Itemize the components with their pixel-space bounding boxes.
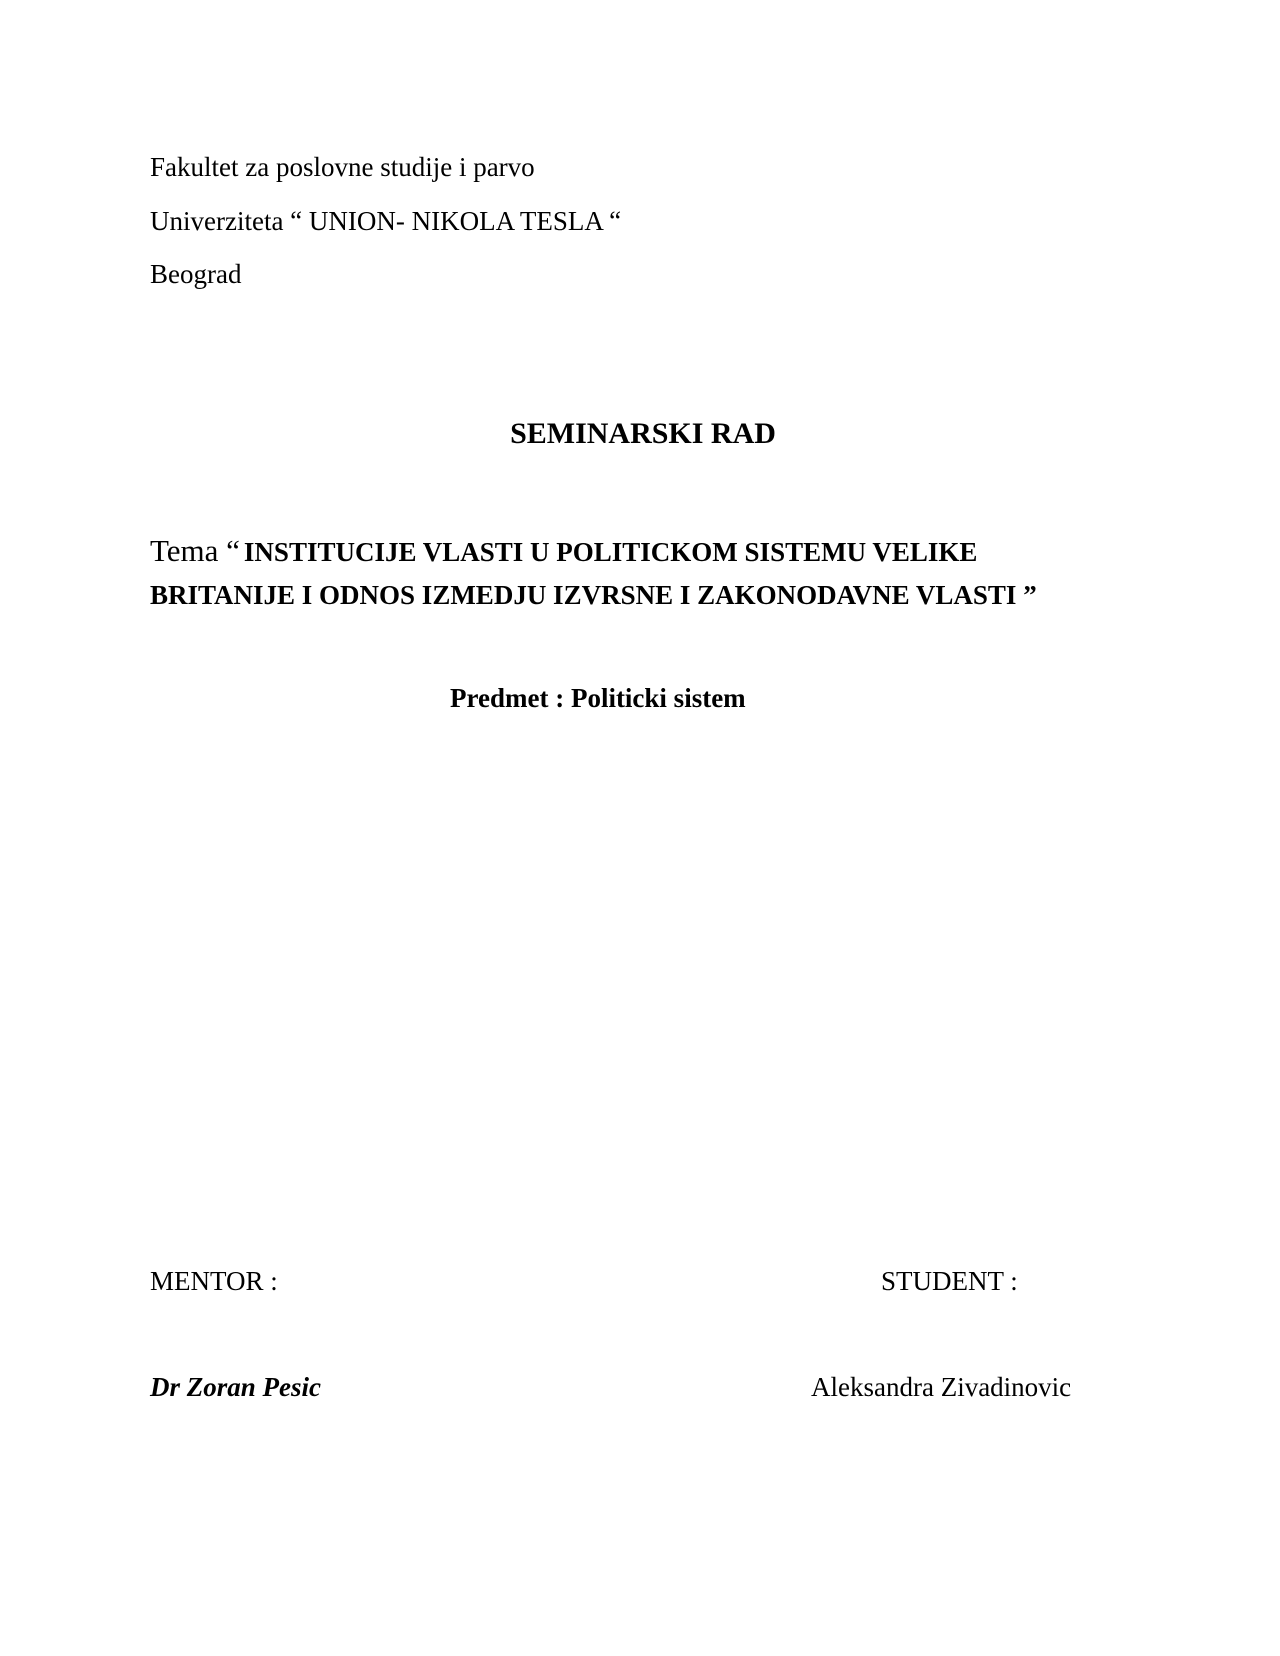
topic-line-2 (150, 576, 1150, 619)
faculty-name: Fakultet za poslovne studije i parvo (150, 152, 535, 182)
topic-block (150, 532, 1150, 619)
mentor-name: Dr Zoran Pesic (150, 1372, 321, 1402)
city-name: Beograd (150, 259, 242, 289)
topic-prefix: Tema “ (150, 533, 240, 568)
mentor-label: MENTOR : (150, 1266, 278, 1296)
topic-line-1 (150, 532, 1150, 576)
document-title (0, 416, 1280, 452)
subject-line: Predmet : Politicki sistem (450, 683, 746, 713)
student-name: Aleksandra Zivadinovic (811, 1372, 1072, 1402)
university-name: Univerziteta “ UNION- NIKOLA TESLA “ (150, 206, 622, 236)
topic-title-line-1: INSTITUCIJE VLASTI U POLITICKOM SISTEMU VELIKE (243, 537, 978, 567)
document-title-text: SEMINARSKI RAD (510, 417, 776, 450)
topic-title-line-2: BRITANIJE I ODNOS IZMEDJU IZVRSNE I ZAKONODAVNE VLASTI ” (150, 580, 1037, 610)
student-label: STUDENT : (881, 1266, 1018, 1296)
